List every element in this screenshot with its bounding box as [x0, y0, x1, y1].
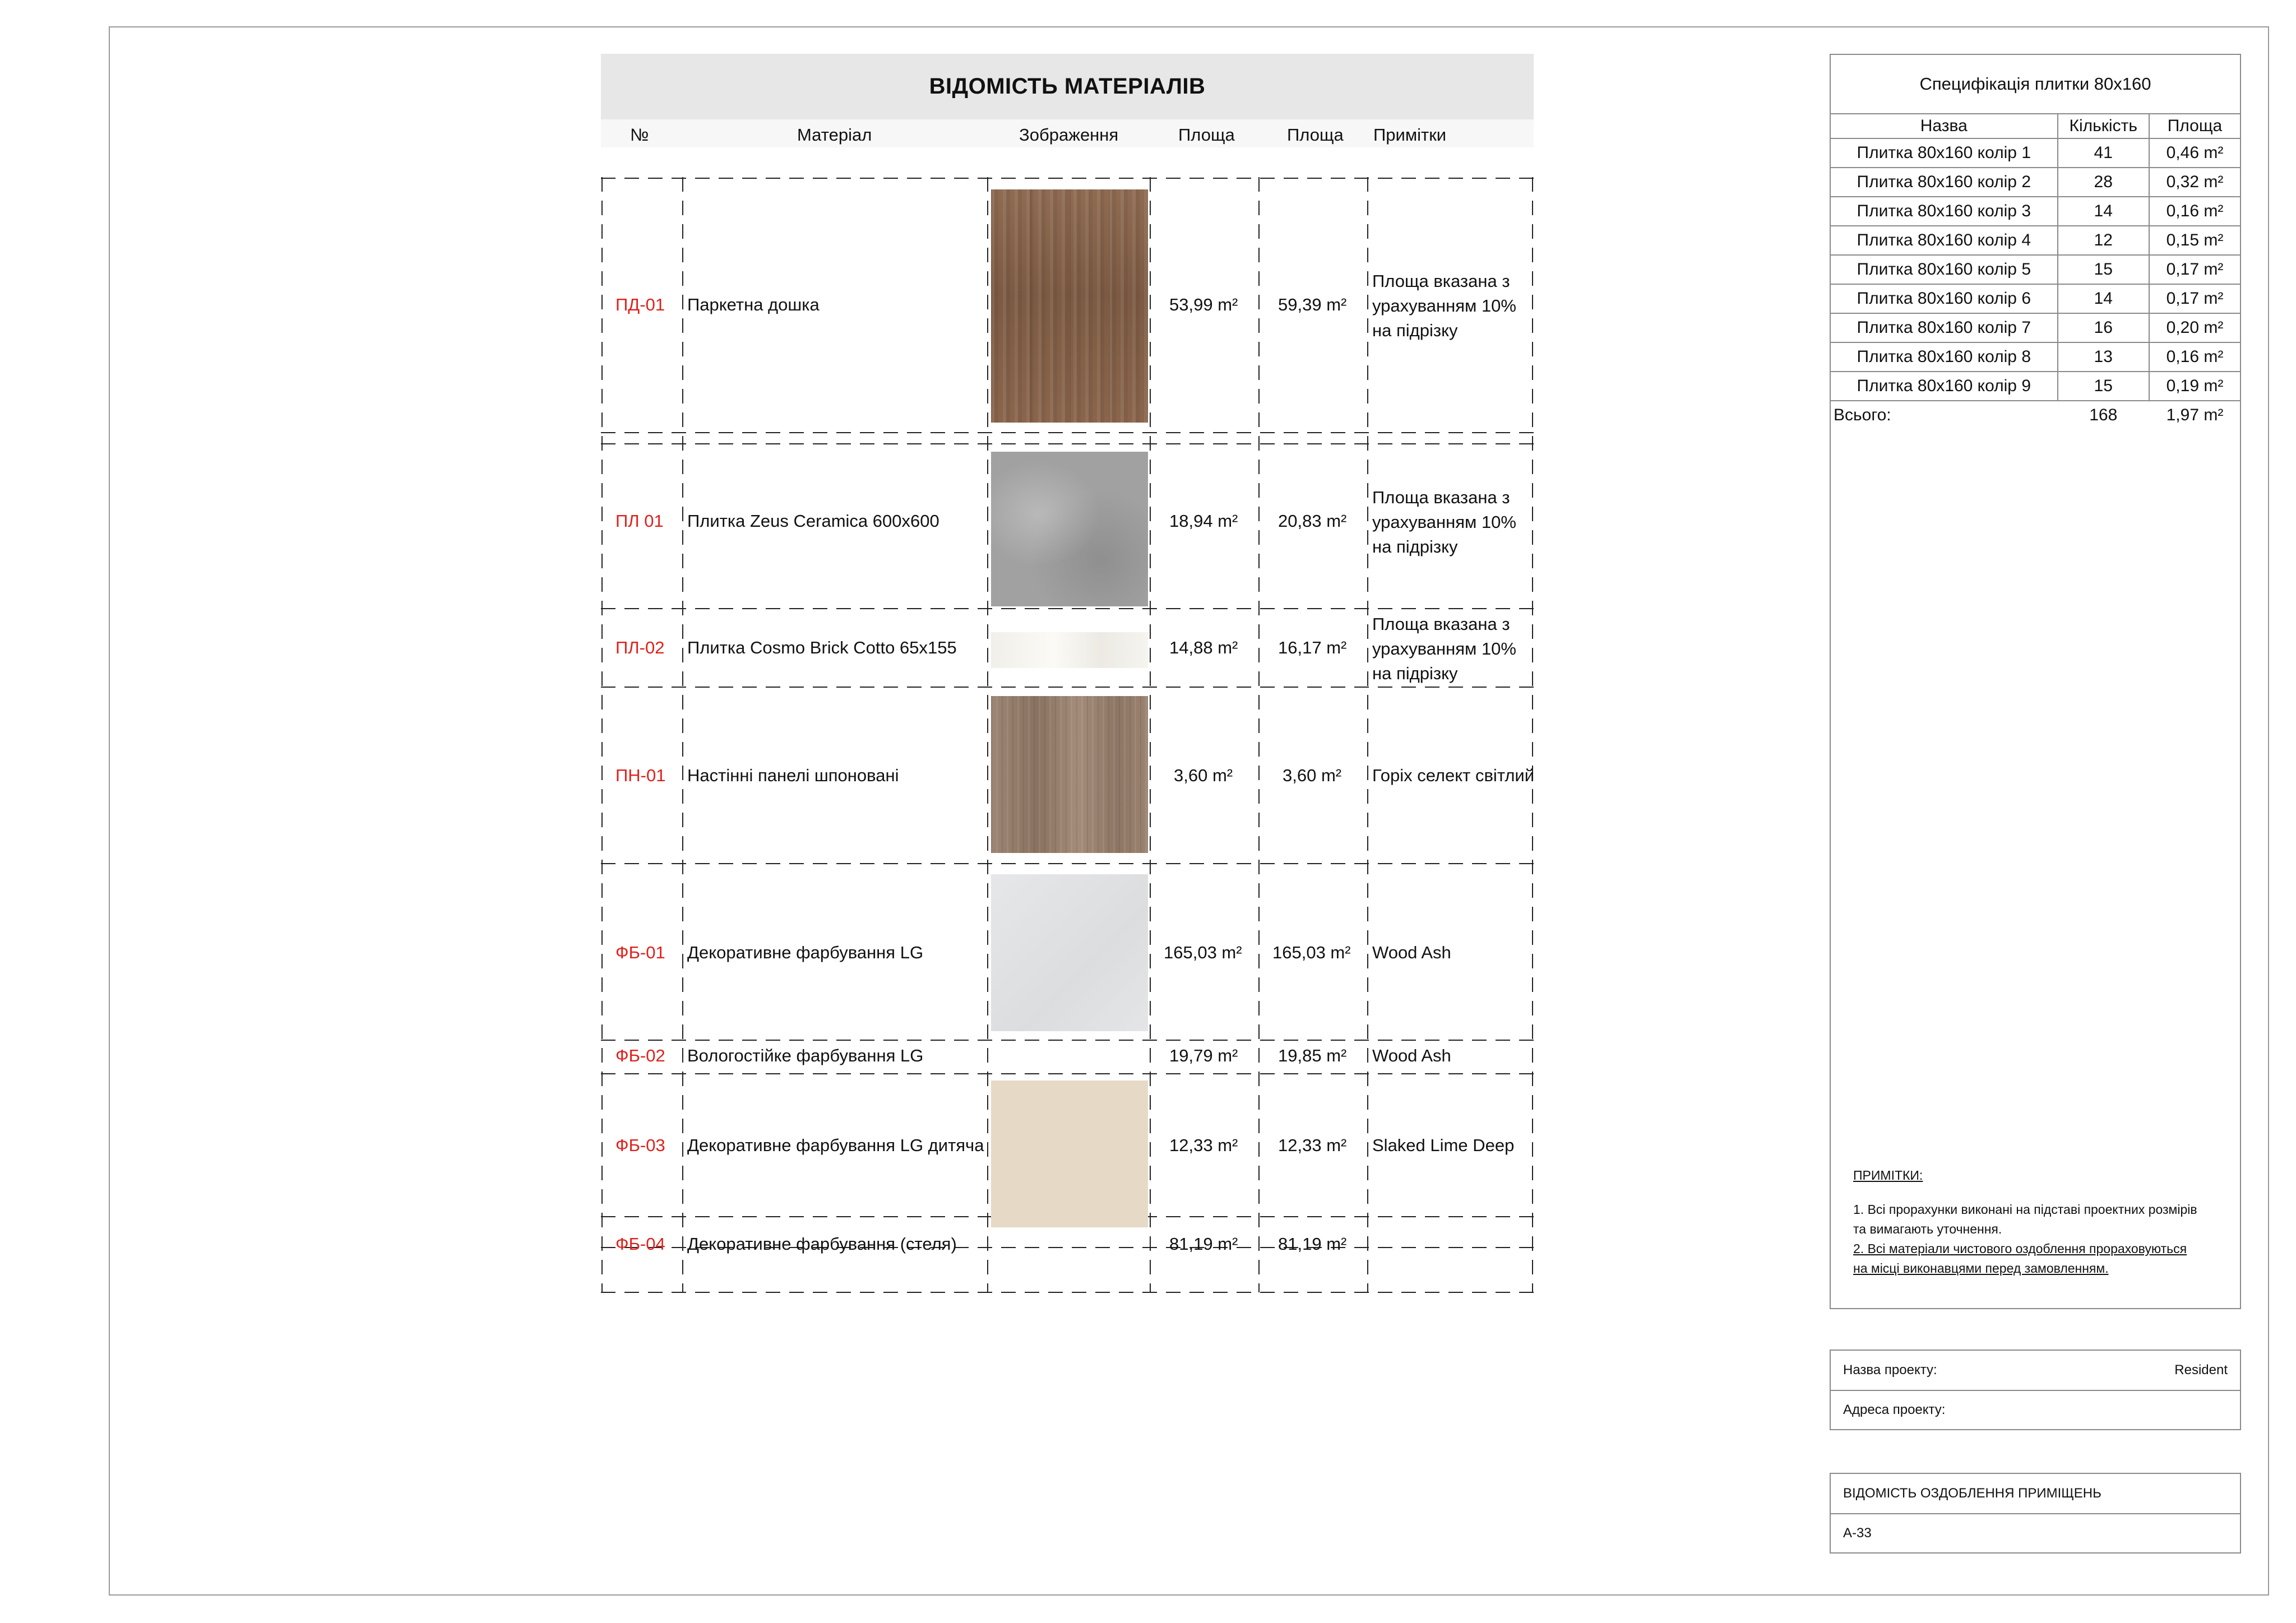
materials-schedule: [601, 54, 1535, 1254]
materials-grid: [601, 177, 1534, 1326]
row-code: ФБ-01: [615, 943, 665, 962]
header-material: Матеріал: [797, 125, 872, 145]
spec-row: [1830, 138, 2241, 168]
row-area-gross: 19,85 m²: [1278, 1046, 1347, 1065]
row-note: Площа вказана з урахуванням 10% на підрізку: [1372, 488, 1516, 557]
row-code: ФБ-03: [615, 1135, 665, 1155]
row-area-net: 81,19 m²: [1169, 1234, 1238, 1254]
note-2-line-1: 2. Всі матеріали чистового оздоблення прораховуються: [1853, 1241, 2187, 1256]
row-material-name: Плитка Cosmo Brick Cotto 65x155: [687, 638, 957, 657]
project-info-block: [1830, 1350, 2241, 1430]
spec-qty: 15: [2058, 372, 2149, 401]
materials-title: ВІДОМІСТЬ МАТЕРІАЛІВ: [601, 54, 1534, 119]
header-number: №: [630, 125, 649, 145]
spec-name: Плитка 80x160 колір 4: [1830, 226, 2058, 255]
oak-parquet-swatch: [991, 189, 1148, 423]
spec-name: Плитка 80x160 колір 9: [1830, 372, 2058, 401]
spec-qty: 14: [2058, 197, 2149, 226]
spec-row: [1830, 226, 2241, 255]
spec-qty: 28: [2058, 168, 2149, 197]
spec-area: 0,16 m²: [2149, 197, 2241, 226]
spec-row: [1830, 342, 2241, 372]
spec-name: Плитка 80x160 колір 6: [1830, 284, 2058, 313]
spec-title: Специфікація плитки 80x160: [1919, 74, 2151, 94]
spec-table: [1830, 113, 2241, 429]
row-note: Горіх селект світлий: [1372, 766, 1535, 785]
spec-area: 0,15 m²: [2149, 226, 2241, 255]
spec-name: Плитка 80x160 колір 1: [1830, 138, 2058, 168]
row-area-net: 19,79 m²: [1169, 1046, 1238, 1065]
row-area-net: 18,94 m²: [1169, 511, 1238, 531]
row-code: ФБ-04: [615, 1234, 665, 1254]
row-area-net: 12,33 m²: [1169, 1135, 1238, 1155]
sheet-number-row: [1831, 1513, 2240, 1552]
project-address-label: Адреса проекту:: [1843, 1402, 1946, 1417]
spec-row: [1830, 255, 2241, 284]
row-note: Wood Ash: [1372, 1046, 1451, 1065]
spec-header-row: [1830, 114, 2241, 138]
row-material-name: Вологостійке фарбування LG: [687, 1046, 924, 1065]
row-area-net: 165,03 m²: [1164, 943, 1242, 962]
row-area-net: 53,99 m²: [1169, 295, 1238, 314]
row-area-gross: 16,17 m²: [1278, 638, 1347, 657]
notes-block: [1853, 1166, 2197, 1278]
project-address-row: [1831, 1390, 2240, 1429]
note-2-line-2: на місці виконавцями перед замовленням.: [1853, 1261, 2109, 1276]
spec-row: [1830, 284, 2241, 313]
project-name-row: [1831, 1351, 2240, 1390]
spec-total-label: Всього:: [1834, 406, 1891, 424]
spec-header-name: Назва: [1830, 114, 2058, 138]
spec-total-qty: 168: [2089, 406, 2118, 424]
row-material-name: Декоративне фарбування LG дитяча: [687, 1135, 984, 1155]
row-area-gross: 81,19 m²: [1278, 1234, 1347, 1254]
spec-row: [1830, 313, 2241, 342]
row-note: Slaked Lime Deep: [1372, 1135, 1515, 1155]
row-code: ПД-01: [615, 295, 665, 314]
row-code: ПЛ 01: [615, 511, 664, 531]
header-area-net: Площа: [1178, 125, 1235, 145]
tile-specification-panel: [1830, 54, 2241, 1309]
beige-paint-swatch: [991, 1081, 1148, 1227]
row-code: ФБ-02: [615, 1046, 665, 1065]
spec-name: Плитка 80x160 колір 5: [1830, 255, 2058, 284]
spec-qty: 13: [2058, 342, 2149, 372]
row-area-gross: 20,83 m²: [1278, 511, 1347, 531]
header-notes: Примітки: [1373, 125, 1447, 145]
row-material-name: Декоративне фарбування (стеля): [687, 1234, 957, 1254]
white-brick-tile-swatch: [991, 632, 1148, 668]
row-material-name: Настінні панелі шпоновані: [687, 766, 899, 785]
spec-area: 0,19 m²: [2149, 372, 2241, 401]
walnut-veneer-swatch: [991, 696, 1148, 853]
spec-area: 0,16 m²: [2149, 342, 2241, 372]
row-material-name: Плитка Zeus Ceramica 600x600: [687, 511, 939, 531]
row-material-name: Декоративне фарбування LG: [687, 943, 924, 962]
note-1-line-1: 1. Всі прорахунки виконані на підставі проектних розмірів: [1853, 1202, 2197, 1217]
row-area-gross: 3,60 m²: [1283, 766, 1342, 785]
note-1-line-2: та вимагають уточнення.: [1853, 1222, 2002, 1236]
spec-area: 0,17 m²: [2149, 284, 2241, 313]
spec-qty: 14: [2058, 284, 2149, 313]
sheet-title-row: [1831, 1474, 2240, 1513]
spec-row: [1830, 168, 2241, 197]
spec-name: Плитка 80x160 колір 3: [1830, 197, 2058, 226]
row-note: Wood Ash: [1372, 943, 1451, 962]
spec-row: [1830, 197, 2241, 226]
spec-qty: 41: [2058, 138, 2149, 168]
sheet-title: ВІДОМІСТЬ ОЗДОБЛЕННЯ ПРИМІЩЕНЬ: [1843, 1486, 2101, 1501]
spec-total-row: [1830, 401, 2241, 429]
spec-area: 0,32 m²: [2149, 168, 2241, 197]
spec-name: Плитка 80x160 колір 7: [1830, 313, 2058, 342]
row-code: ПЛ-02: [615, 638, 665, 657]
row-code: ПН-01: [615, 766, 666, 785]
spec-qty: 12: [2058, 226, 2149, 255]
row-area-net: 3,60 m²: [1174, 766, 1233, 785]
spec-name: Плитка 80x160 колір 2: [1830, 168, 2058, 197]
spec-area: 0,17 m²: [2149, 255, 2241, 284]
sheet-info-block: [1830, 1473, 2241, 1554]
row-area-net: 14,88 m²: [1169, 638, 1238, 657]
spec-header-qty: Кількість: [2058, 114, 2149, 138]
light-grey-paint-swatch: [991, 874, 1148, 1031]
header-image: Зображення: [1019, 125, 1119, 145]
sheet-number: А-33: [1843, 1525, 1872, 1541]
spec-area: 0,20 m²: [2149, 313, 2241, 342]
project-name-value: Resident: [2174, 1362, 2228, 1378]
grey-stone-tile-swatch: [991, 452, 1148, 606]
project-name-label: Назва проекту:: [1843, 1362, 1937, 1378]
row-area-gross: 12,33 m²: [1278, 1135, 1347, 1155]
row-area-gross: 59,39 m²: [1278, 295, 1347, 314]
notes-label: ПРИМІТКИ:: [1853, 1168, 1923, 1183]
spec-qty: 16: [2058, 313, 2149, 342]
spec-total-area: 1,97 m²: [2166, 406, 2224, 424]
row-note: Площа вказана з урахуванням 10% на підрізку: [1372, 271, 1516, 340]
row-area-gross: 165,03 m²: [1272, 943, 1351, 962]
header-area-gross: Площа: [1287, 125, 1344, 145]
row-material-name: Паркетна дошка: [687, 295, 820, 314]
spec-name: Плитка 80x160 колір 8: [1830, 342, 2058, 372]
row-note: Площа вказана з урахуванням 10% на підрізку: [1372, 614, 1516, 683]
spec-row: [1830, 372, 2241, 401]
spec-area: 0,46 m²: [2149, 138, 2241, 168]
spec-header-area: Площа: [2149, 114, 2241, 138]
spec-qty: 15: [2058, 255, 2149, 284]
materials-header-row: [601, 119, 1534, 147]
